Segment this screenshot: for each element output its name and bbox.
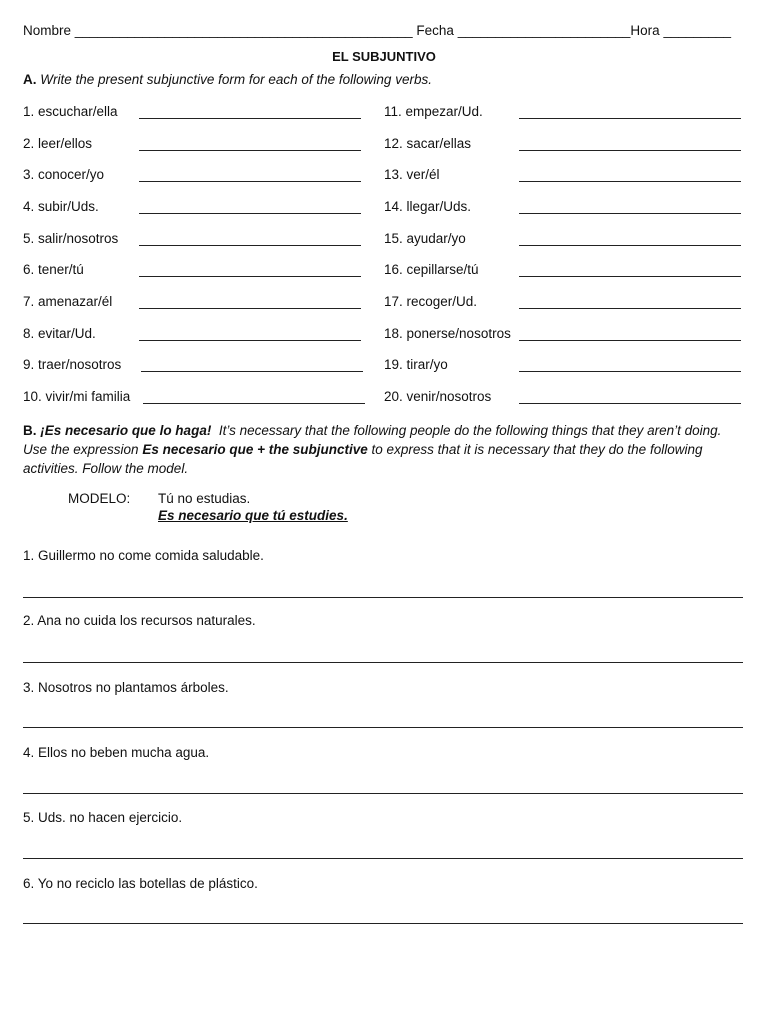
sentence-item: 5. Uds. no hacen ejercicio. xyxy=(23,810,183,825)
verb-item: 14. llegar/Uds. xyxy=(384,199,472,214)
fecha-label: Fecha xyxy=(416,23,454,38)
section-b-instruction xyxy=(23,421,745,478)
answer-line[interactable] xyxy=(139,150,361,151)
verb-item: 10. vivir/mi familia xyxy=(23,389,131,404)
model-answer: Es necesario que tú estudies. xyxy=(158,508,348,523)
sentence-item: 6. Yo no reciclo las botellas de plástico. xyxy=(23,876,258,891)
hora-field[interactable]: _________ xyxy=(663,23,732,38)
verb-item: 13. ver/él xyxy=(384,167,440,182)
section-b-expression: Es necesario que + the subjunctive xyxy=(142,442,368,457)
answer-line[interactable] xyxy=(519,340,741,341)
fecha-field[interactable]: _______________________ xyxy=(457,23,631,38)
verb-item: 18. ponerse/nosotros xyxy=(384,326,511,341)
sentence-item: 3. Nosotros no plantamos árboles. xyxy=(23,680,229,695)
model-label: MODELO: xyxy=(68,491,131,506)
section-b-letter: B. xyxy=(23,423,37,438)
verb-item: 7. amenazar/él xyxy=(23,294,113,309)
section-a-letter: A. xyxy=(23,72,37,87)
verb-item: 19. tirar/yo xyxy=(384,357,448,372)
nombre-label: Nombre xyxy=(23,23,72,38)
answer-line[interactable] xyxy=(519,403,741,404)
verb-item: 5. salir/nosotros xyxy=(23,231,119,246)
page-title: EL SUBJUNTIVO xyxy=(332,49,436,64)
verb-item: 20. venir/nosotros xyxy=(384,389,492,404)
answer-line[interactable] xyxy=(139,340,361,341)
section-b-heading: ¡Es necesario que lo haga! xyxy=(40,423,212,438)
section-b-text1: It’s necessary that the following people do the following things that they aren’t doing. Use the expression xyxy=(23,423,722,457)
verb-item: 6. tener/tú xyxy=(23,262,84,277)
answer-line[interactable] xyxy=(519,118,741,119)
answer-line[interactable] xyxy=(519,150,741,151)
answer-line[interactable] xyxy=(23,793,743,794)
sentence-item: 4. Ellos no beben mucha agua. xyxy=(23,745,210,760)
verb-item: 2. leer/ellos xyxy=(23,136,93,151)
verb-item: 8. evitar/Ud. xyxy=(23,326,96,341)
answer-line[interactable] xyxy=(139,213,361,214)
verb-item: 1. escuchar/ella xyxy=(23,104,118,119)
answer-line[interactable] xyxy=(139,181,361,182)
answer-line[interactable] xyxy=(23,597,743,598)
answer-line[interactable] xyxy=(23,858,743,859)
model-prompt: Tú no estudias. xyxy=(158,491,251,506)
section-a-instruction xyxy=(23,72,432,87)
header-row xyxy=(23,23,731,38)
answer-line[interactable] xyxy=(519,308,741,309)
answer-line[interactable] xyxy=(139,118,361,119)
answer-line[interactable] xyxy=(519,213,741,214)
verb-item: 11. empezar/Ud. xyxy=(384,104,483,119)
section-a-text: Write the present subjunctive form for each of the following verbs. xyxy=(40,72,432,87)
answer-line[interactable] xyxy=(23,662,743,663)
hora-label: Hora xyxy=(630,23,660,38)
verb-item: 4. subir/Uds. xyxy=(23,199,99,214)
answer-line[interactable] xyxy=(23,923,743,924)
answer-line[interactable] xyxy=(23,727,743,728)
answer-line[interactable] xyxy=(141,371,363,372)
answer-line[interactable] xyxy=(139,245,361,246)
verb-item: 16. cepillarse/tú xyxy=(384,262,479,277)
answer-line[interactable] xyxy=(519,245,741,246)
answer-line[interactable] xyxy=(519,276,741,277)
verb-item: 9. traer/nosotros xyxy=(23,357,122,372)
verb-item: 12. sacar/ellas xyxy=(384,136,472,151)
answer-line[interactable] xyxy=(139,276,361,277)
answer-line[interactable] xyxy=(519,181,741,182)
answer-line[interactable] xyxy=(143,403,365,404)
verb-item: 15. ayudar/yo xyxy=(384,231,466,246)
section-b-text2: to express that it is necessary that they do the following activities. Follow the model. xyxy=(23,442,703,476)
nombre-field[interactable]: _____________________________________________ xyxy=(74,23,413,38)
verb-item: 17. recoger/Ud. xyxy=(384,294,478,309)
sentence-item: 1. Guillermo no come comida saludable. xyxy=(23,548,264,563)
answer-line[interactable] xyxy=(139,308,361,309)
verb-item: 3. conocer/yo xyxy=(23,167,105,182)
sentence-item: 2. Ana no cuida los recursos naturales. xyxy=(23,613,256,628)
answer-line[interactable] xyxy=(519,371,741,372)
